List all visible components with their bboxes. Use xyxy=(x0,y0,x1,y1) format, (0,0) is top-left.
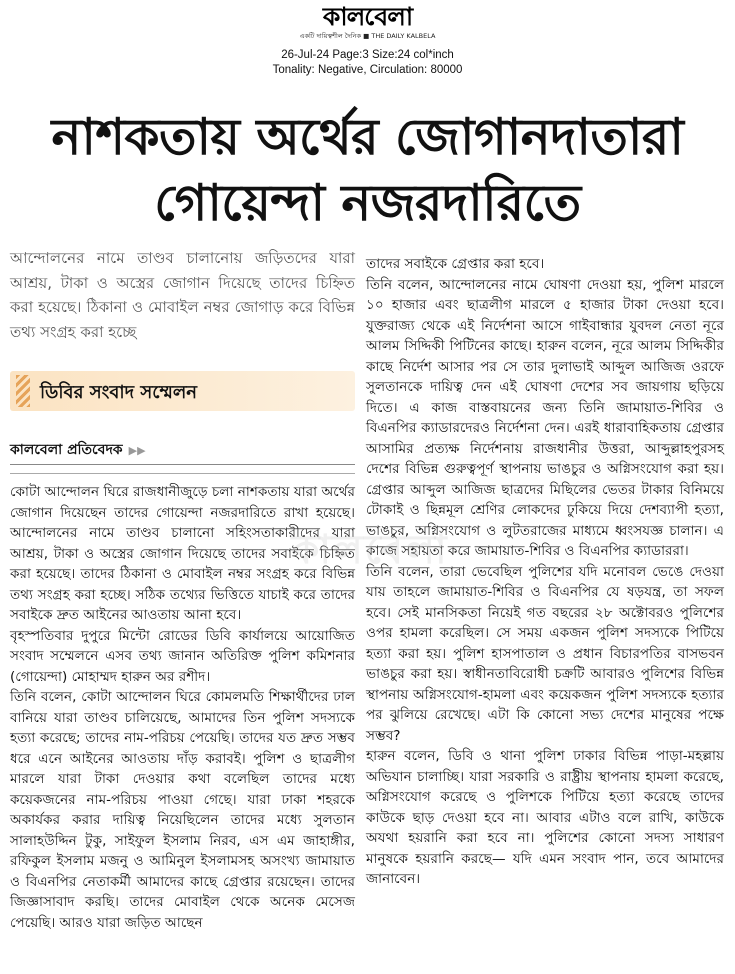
article-paragraph: তিনি বলেন, আন্দোলনের নামে ঘোষণা দেওয়া হয়, পুলিশ মারলে ১০ হাজার এবং ছাত্রলীগ মারলে ৫ হাজার টাকা দেওয়া হবে। যুক্তরাজ্য থেকে এই নির্দেশনা আসে গাইবান্ধার যুবদল নেতা নূরে আলম সিদ্দিকী পিটিনের কাছে। হারুন বলেন, নূরে আলম সিদ্দিকীর কাছে নির্দেশ আসার পর সে তার দুলাভাই আব্দুল আজিজ ওরফে সুলতানকে দায়িত্ব দেন এই ঘোষণা দেশের সব জায়গায় ছড়িয়ে দিতে। এ কাজ বাস্তবায়নের জন্য তিনি জামায়াত-শিবির ও বিএনপির ক্যাডারদেরও নির্দেশনা দেন। এরই ধারাবাহিকতায় গ্রেপ্তার আসামির প্রত্যক্ষ নির্দেশনায় রাজধানীর উত্তরা, আব্দুল্লাহপুরসহ দেশের বিভিন্ন গুরুত্বপূর্ণ স্থাপনায় ভাঙচুর ও অগ্নিসংযোগ করা হয়। গ্রেপ্তার আব্দুল আজিজ ছাত্রদের মিছিলের ভেতর টাকার বিনিময়ে টোকাই ও ছিন্নমূল শ্রেণির লোকদের ঢুকিয়ে দিয়ে দেশব্যাপী হত্যা, ভাঙচুর, অগ্নিসংযোগ ও লুটতরাজের মাধ্যমে ধ্বংসযজ্ঞ চালান। এ কাজে সহায়তা করে জামায়াত-শিবির ও বিএনপির ক্যাডাররা। xyxy=(366,276,724,559)
newspaper-tagline: একটি দায়িত্বশীল দৈনিক ■ THE DAILY KALBELA xyxy=(299,32,436,40)
clipping-meta xyxy=(0,48,735,78)
masthead xyxy=(0,4,735,42)
headline xyxy=(10,104,725,236)
article-paragraph: কোটা আন্দোলন ঘিরে রাজধানীজুড়ে চলা নাশকতায় যারা অর্থের জোগান দিয়েছেন তাদের গোয়েন্দা নজরদারিতে রাখা হয়েছে। আন্দোলনের নামে তাণ্ডব চালানো সহিংসতাকারীদের যারা আশ্রয়, টাকা ও অস্ত্রের জোগান দিয়েছে তাদের সবাইকে চিহ্নিত করা হয়েছে। তাদের ঠিকানা ও মোবাইল নম্বর সংগ্রহ করে বিভিন্ন তথ্য সংগ্রহ করা হচ্ছে। সঠিক তথ্যের ভিত্তিতে যাচাই করে তাদের সবাইকে দ্রুত আইনের আওতায় আনা হবে। xyxy=(10,484,355,623)
tonality-info: Tonality: Negative, Circulation: 80000 xyxy=(272,64,463,76)
article-paragraph: তিনি বলেন, তারা ভেবেছিল পুলিশের যদি মনোবল ভেঙে দেওয়া যায় তাহলে জামায়াত-শিবির ও বিএনপির যে ষড়যন্ত্র, তা সফল হবে। সেই মানসিকতা নিয়েই গত বছরের ২৮ অক্টোবরও পুলিশের ওপর হামলা করেছিল। সে সময় একজন পুলিশ সদস্যকে পিটিয়ে হত্যা করা হয়। পুলিশ হাসপাতাল ও প্রধান বিচারপতির বাসভবন ভাঙচুর করা হয়। স্বাধীনতাবিরোধী চক্রটি আবারও পুলিশের বিভিন্ন স্থাপনায় অগ্নিসংযোগ-হামলা এবং কয়েকজন পুলিশ সদস্যকে হত্যার পর ঝুলিয়ে রেখেছে। এটা কি কোনো সভ্য দেশের মানুষের পক্ষে সম্ভব? xyxy=(366,563,724,744)
article-paragraph: হারুন বলেন, ডিবি ও থানা পুলিশ ঢাকার বিভিন্ন পাড়া-মহল্লায় অভিযান চালাচ্ছি। যারা সরকারি ও রাষ্ট্রীয় স্থাপনায় হামলা করেছে, অগ্নিসংযোগ করেছে ও পুলিশকে পিটিয়ে হত্যা করেছে তাদের কাউকে ছাড় দেওয়া হবে না। আবার এটাও বলে রাখি, কাউকে অযথা হয়রানি করা হবে না। পুলিশের কোনো সদস্য সাধারণ মানুষকে হয়রানি করছে— যদি এমন সংবাদ পান, তবে আমাদের জানাবেন। xyxy=(366,748,724,887)
article-paragraph: তিনি বলেন, কোটা আন্দোলন ঘিরে কোমলমতি শিক্ষার্থীদের ঢাল বানিয়ে যারা তাণ্ডব চালিয়েছে, আমাদের তিন পুলিশ সদস্যকে হত্যা করেছে; তাদের নাম-পরিচয় পেয়েছি। তাদের যত দ্রুত সম্ভব ধরে এনে আইনের আওতায় দাঁড় করাবই। পুলিশ ও ছাত্রলীগ মারলে যারা টাকা দেওয়ার কথা বলেছিল তাদের মধ্যে কয়েকজনের নাম-পরিচয় পাওয়া গেছে। যারা ঢাকা শহরকে অকার্যকর করার দায়িত্ব নিয়েছিলেন তাদের মধ্যে সুলতান সালাহউদ্দিন টুকু, সাইফুল ইসলাম নিরব, এস এম জাহাঙ্গীর, রফিকুল ইসলাম মজনু ও আমিনুল ইসলামসহ অসংখ্য জামায়াত ও বিএনপির নেতাকর্মী আমাদের কাছে গ্রেপ্তার রয়েছেন। তাদের জিজ্ঞাসাবাদ করছি। তাদের মোবাইল থেকে অনেক মেসেজ পেয়েছি। আরও যারা জড়িত আছেন xyxy=(10,689,355,931)
divider xyxy=(10,464,355,465)
article-paragraph: বৃহস্পতিবার দুপুরে মিন্টো রোডের ডিবি কার্যালয়ে আয়োজিত সংবাদ সম্মেলনে এসব তথ্য জানান অতিরিক্ত পুলিশ কমিশনার (গোয়েন্দা) মোহাম্মদ হারুন অর রশীদ। xyxy=(10,627,355,685)
intro-summary: আন্দোলনের নামে তাণ্ডব চালানোয় জড়িতদের যারা আশ্রয়, টাকা ও অস্ত্রের জোগান দিয়েছে তাদের চিহ্নিত করা হয়েছে। ঠিকানা ও মোবাইল নম্বর জোগাড় করে বিভিন্ন তথ্য সংগ্রহ করা হচ্ছে xyxy=(10,249,355,341)
section-label-box xyxy=(10,371,355,411)
page-info: 26-Jul-24 Page:3 Size:24 col*inch xyxy=(281,49,454,61)
byline xyxy=(10,438,146,462)
divider xyxy=(10,473,355,474)
headline-line-1: নাশকতায় অর্থের জোগানদাতারা xyxy=(51,108,684,166)
article-paragraph: তাদের সবাইকে গ্রেপ্তার করা হবে। xyxy=(366,256,545,272)
byline-text: কালবেলা প্রতিবেদক xyxy=(10,442,123,458)
headline-line-2: গোয়েন্দা নজরদারিতে xyxy=(154,174,581,232)
double-chevron-icon: ▶▶ xyxy=(128,444,146,457)
watermark: কালবেলা xyxy=(291,527,449,573)
decorative-stripe xyxy=(16,375,30,407)
newspaper-logo: কালবেলা xyxy=(322,2,413,31)
section-label: ডিবির সংবাদ সম্মেলন xyxy=(40,382,197,403)
